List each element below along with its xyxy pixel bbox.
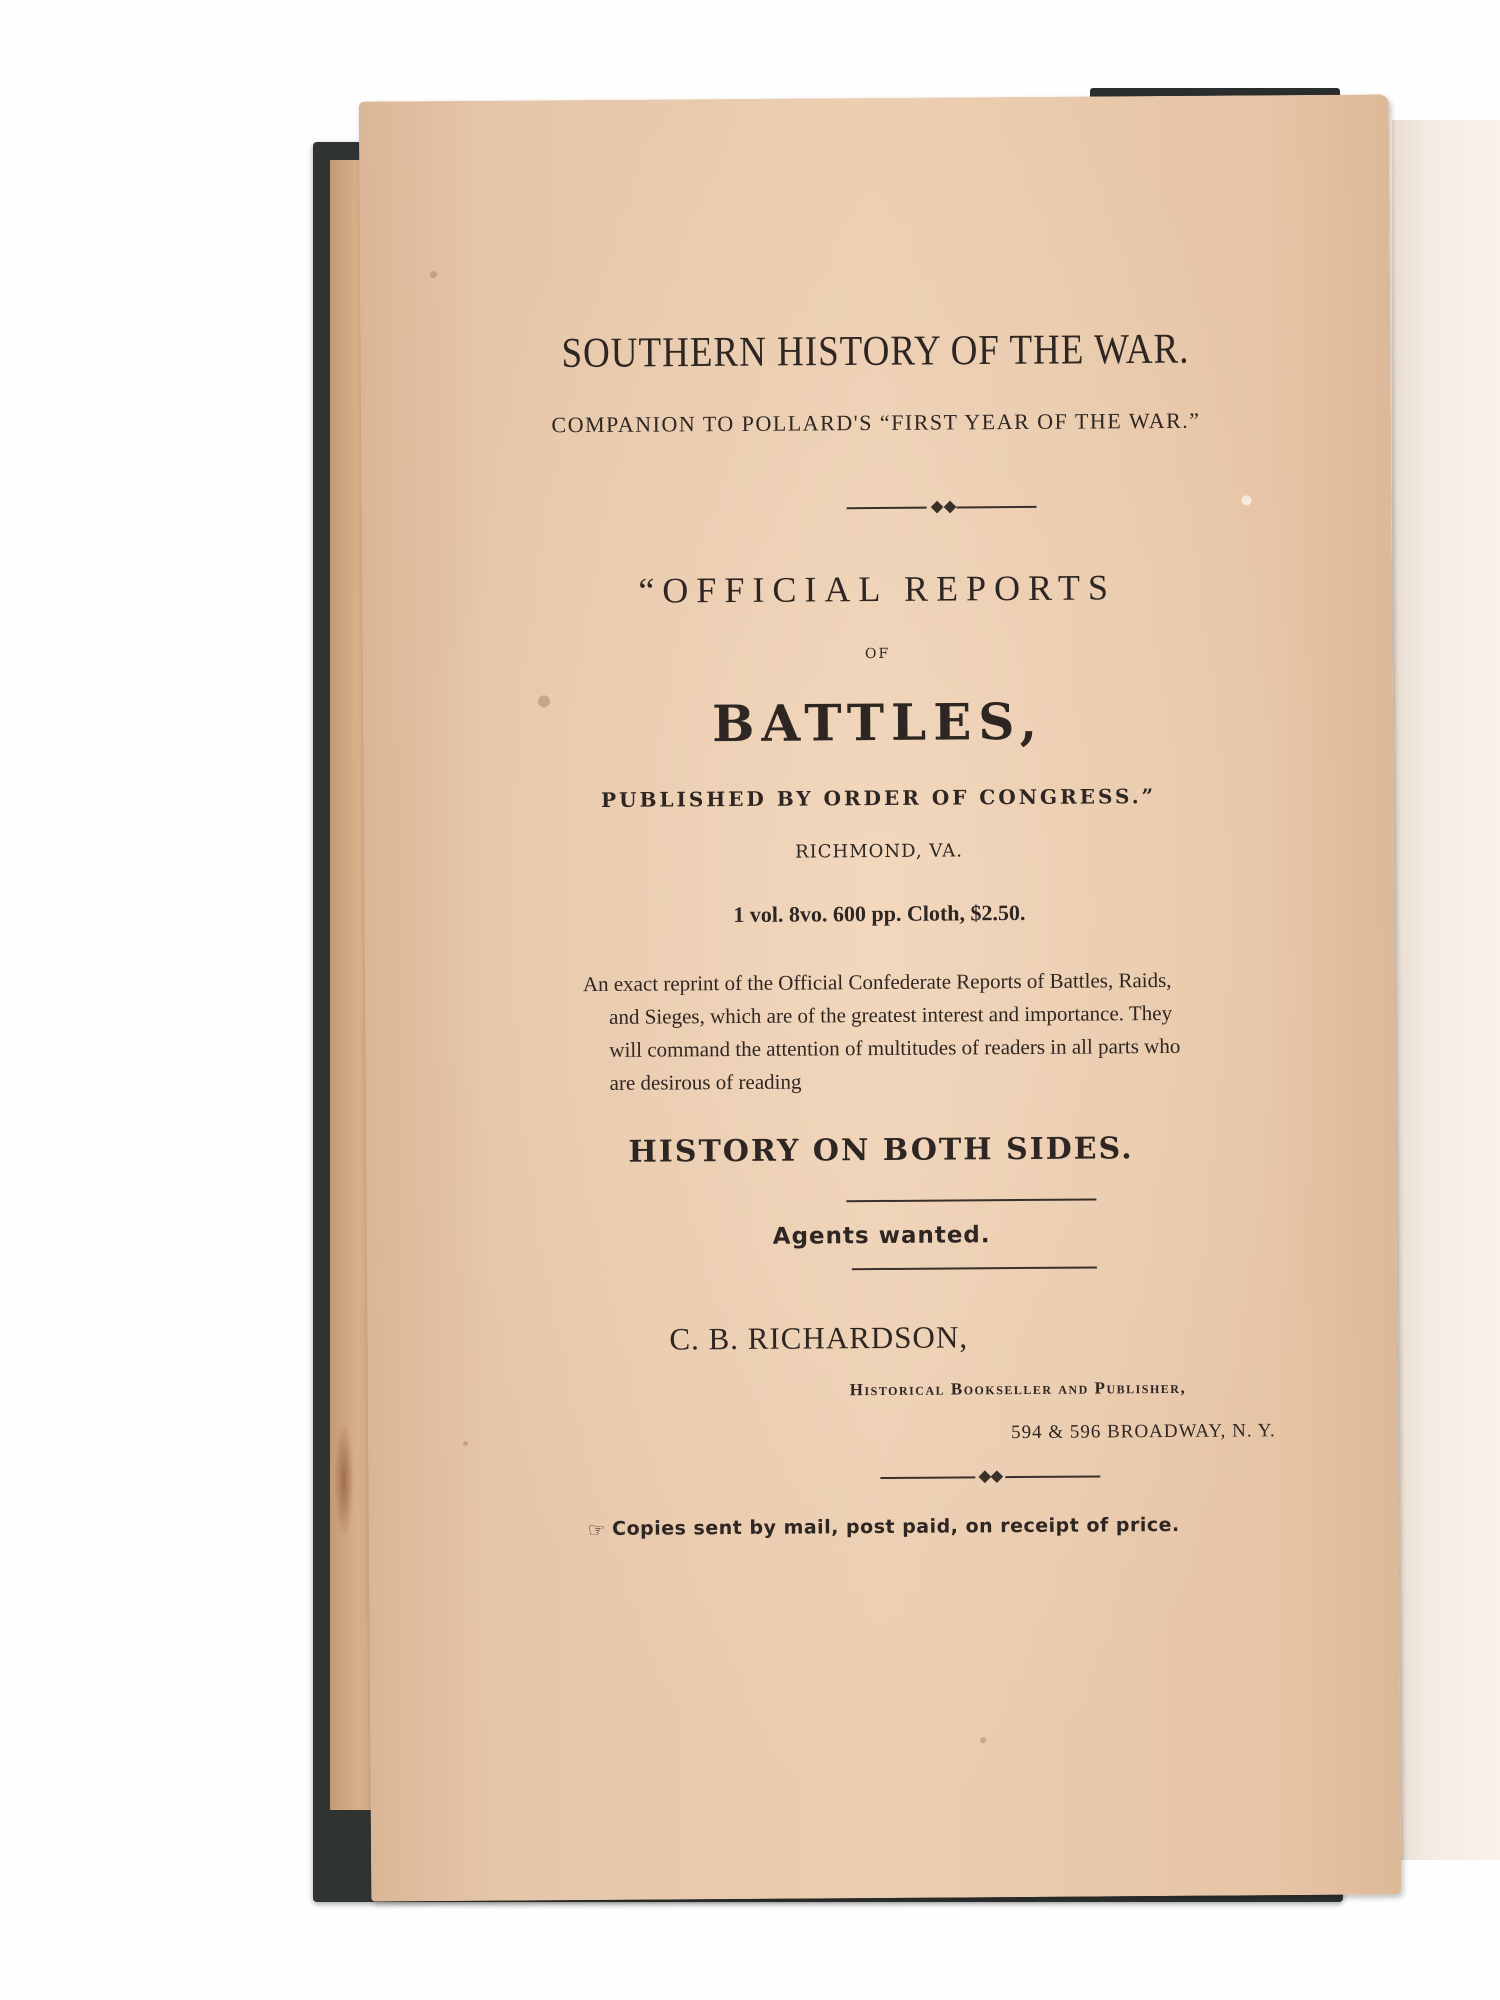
description-line: and Sieges, which are of the greatest interest and importance. They <box>609 1000 1173 1029</box>
board-stain <box>334 1420 354 1540</box>
facing-page-edge <box>1392 120 1500 1860</box>
description-line: will command the attention of multitudes of readers in all parts who <box>609 1033 1181 1062</box>
published-by-line: PUBLISHED BY ORDER OF CONGRESS.” <box>600 784 1157 812</box>
publisher-name: C. B. RICHARDSON, <box>669 1319 969 1357</box>
foxing-spot <box>430 271 437 278</box>
of-word: OF <box>864 645 891 663</box>
page-title: SOUTHERN HISTORY OF THE WAR. <box>561 325 1190 378</box>
history-heading: HISTORY ON BOTH SIDES. <box>628 1131 1134 1170</box>
ornamental-rule <box>880 1470 1100 1484</box>
mail-note-text: Copies sent by mail, post paid, on receipt of price. <box>612 1513 1180 1540</box>
rule-above-agents <box>846 1198 1096 1202</box>
place-line: RICHMOND, VA. <box>794 840 963 863</box>
official-reports-heading: “OFFICIAL REPORTS <box>638 567 1117 611</box>
page-subtitle: COMPANION TO POLLARD'S “FIRST YEAR OF THE WAR.” <box>551 407 1201 438</box>
foxing-spot <box>1242 495 1252 505</box>
advertisement-leaf <box>359 94 1402 1901</box>
description-line: are desirous of reading <box>609 1069 802 1095</box>
pointing-hand-icon: ☞ <box>587 1517 607 1543</box>
mail-note <box>369 1512 1399 1543</box>
description-paragraph <box>583 963 1314 1100</box>
publisher-address: 594 & 596 BROADWAY, N. Y. <box>1010 1420 1276 1444</box>
agents-wanted: Agents wanted. <box>772 1222 991 1250</box>
edition-line: 1 vol. 8vo. 600 pp. Cloth, $2.50. <box>733 899 1026 928</box>
publisher-role: Historical Bookseller and Publisher, <box>849 1377 1187 1400</box>
foxing-spot <box>463 1441 468 1446</box>
ornamental-rule <box>847 501 1037 514</box>
description-line: An exact reprint of the Official Confederate Reports of Battles, Raids, <box>582 967 1172 997</box>
rule-below-agents <box>852 1266 1097 1270</box>
battles-heading: BATTLES, <box>711 691 1045 754</box>
foxing-spot <box>980 1737 986 1743</box>
